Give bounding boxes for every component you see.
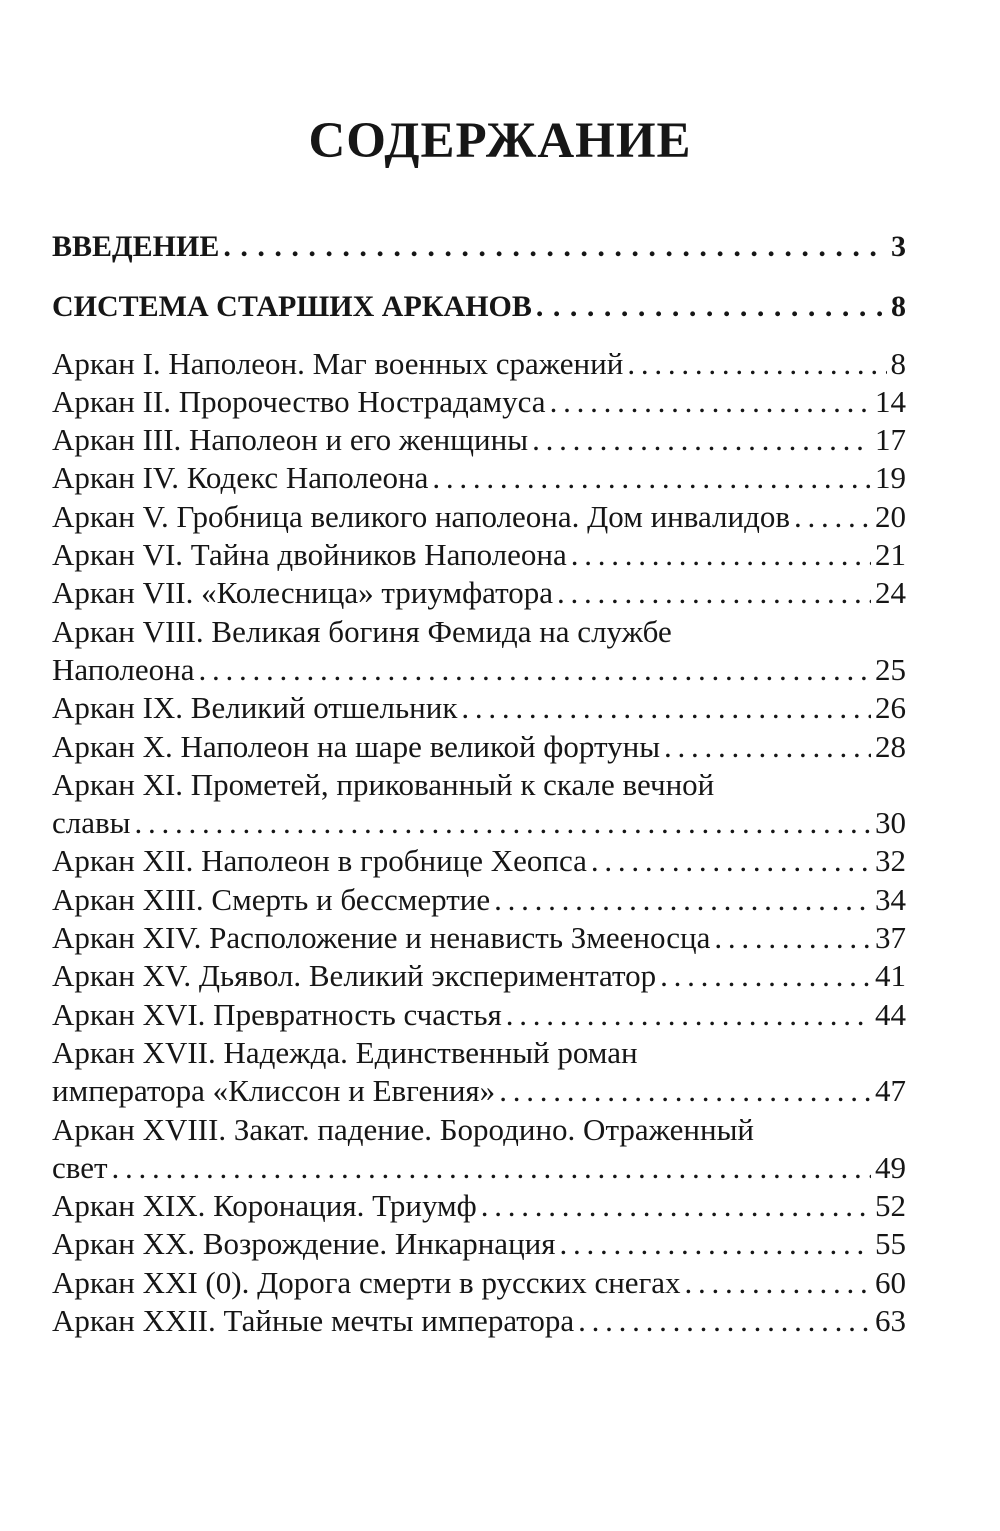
- toc-entry-title: Аркан XIII. Смерть и бессмертие: [52, 881, 491, 917]
- toc-page-number: 49: [875, 1149, 906, 1185]
- toc-page-number: 63: [875, 1303, 906, 1339]
- toc-entry: [52, 1187, 906, 1225]
- toc-page-number: 52: [875, 1188, 906, 1224]
- toc-page-number: 55: [875, 1226, 906, 1262]
- toc-page-number: 8: [890, 345, 906, 381]
- dot-leader: [560, 1225, 871, 1263]
- dot-leader: [660, 957, 871, 995]
- toc-entry-title: Аркан XXII. Тайные мечты императора: [52, 1303, 575, 1339]
- toc-entry-title: Аркан IV. Кодекс Наполеона: [52, 460, 429, 496]
- toc-entry-title: Аркан VII. «Колесница» триумфатора: [52, 575, 554, 611]
- toc-entry-title: Аркан V. Гробница великого наполеона. Дом инвалидов: [52, 498, 790, 534]
- toc-entry-title: Аркан XVII. Надежда. Единственный роман: [52, 1034, 638, 1070]
- toc-section-introduction: [52, 228, 906, 266]
- toc-entry: [52, 383, 906, 421]
- toc-page-number: 17: [875, 422, 906, 458]
- toc-page-number: 30: [875, 805, 906, 841]
- dot-leader: [685, 1264, 871, 1302]
- toc-entry-title-continuation: свет: [52, 1149, 108, 1185]
- dot-leader: [506, 996, 871, 1034]
- toc-page-number: 21: [875, 537, 906, 573]
- toc-entry-continuation: [52, 651, 906, 689]
- toc-entry: [52, 728, 906, 766]
- dot-leader: [536, 288, 887, 326]
- toc-entry: [52, 842, 906, 880]
- toc-entry-continuation: [52, 1072, 906, 1110]
- toc-entry-title-continuation: Наполеона: [52, 651, 195, 687]
- toc-entry: [52, 1264, 906, 1302]
- toc-page-number: 8: [891, 290, 906, 324]
- toc-entry: [52, 881, 906, 919]
- toc-entry-title: Аркан VI. Тайна двойников Наполеона: [52, 537, 567, 573]
- dot-leader: [134, 804, 871, 842]
- toc-section-title: СИСТЕМА СТАРШИХ АРКАНОВ: [52, 290, 532, 324]
- toc-page-number: 34: [875, 881, 906, 917]
- dot-leader: [578, 1302, 871, 1340]
- dot-leader: [794, 498, 871, 536]
- dot-leader: [499, 1072, 871, 1110]
- toc-entry-continuation: [52, 804, 906, 842]
- toc-page-number: 32: [875, 843, 906, 879]
- dot-leader: [532, 421, 871, 459]
- toc-entry: [52, 996, 906, 1034]
- toc-entry-line: [52, 1111, 906, 1149]
- dot-leader: [223, 228, 887, 266]
- toc-entry-line: [52, 1034, 906, 1072]
- toc-entry-title: Аркан VIII. Великая богиня Фемида на службе: [52, 613, 672, 649]
- table-of-contents: [52, 228, 906, 1340]
- toc-entry: [52, 536, 906, 574]
- dot-leader: [461, 689, 871, 727]
- toc-entry: [52, 1225, 906, 1263]
- toc-page-number: 26: [875, 690, 906, 726]
- toc-entry-title: Аркан XIV. Расположение и ненависть Змееносца: [52, 920, 711, 956]
- dot-leader: [664, 728, 871, 766]
- toc-page-number: 37: [875, 920, 906, 956]
- toc-page-number: 19: [875, 460, 906, 496]
- toc-entry-title: Аркан XI. Прометей, прикованный к скале вечной: [52, 766, 715, 802]
- toc-entry-title: Аркан I. Наполеон. Маг военных сражений: [52, 345, 624, 381]
- toc-page-number: 60: [875, 1264, 906, 1300]
- toc-entry-title: Аркан II. Пророчество Нострадамуса: [52, 383, 546, 419]
- toc-entry-title: Аркан XIX. Коронация. Триумф: [52, 1188, 477, 1224]
- dot-leader: [494, 881, 871, 919]
- dot-leader: [714, 919, 871, 957]
- dot-leader: [481, 1187, 871, 1225]
- toc-entry: [52, 421, 906, 459]
- toc-entry-title-continuation: императора «Клиссон и Евгения»: [52, 1073, 496, 1109]
- toc-page-number: 28: [875, 728, 906, 764]
- toc-page-number: 44: [875, 996, 906, 1032]
- dot-leader: [557, 574, 871, 612]
- toc-page-number: 41: [875, 958, 906, 994]
- page-title: СОДЕРЖАНИЕ: [308, 113, 692, 169]
- toc-entry-title: Аркан IX. Великий отшельник: [52, 690, 458, 726]
- dot-leader: [627, 345, 886, 383]
- dot-leader: [199, 651, 872, 689]
- toc-entry: [52, 1302, 906, 1340]
- toc-entry-title: Аркан XVIII. Закат. падение. Бородино. Отраженный: [52, 1111, 754, 1147]
- toc-entry-title: Аркан XVI. Превратность счастья: [52, 996, 502, 1032]
- toc-section-title: ВВЕДЕНИЕ: [52, 230, 220, 263]
- toc-entry: [52, 957, 906, 995]
- toc-entry: [52, 689, 906, 727]
- toc-entry-title: Аркан XX. Возрождение. Инкарнация: [52, 1226, 556, 1262]
- dot-leader: [571, 536, 871, 574]
- toc-entry-continuation: [52, 1149, 906, 1187]
- toc-entry-title: Аркан III. Наполеон и его женщины: [52, 422, 529, 458]
- toc-page-number: 3: [891, 230, 906, 263]
- toc-entry: [52, 498, 906, 536]
- dot-leader: [112, 1149, 871, 1187]
- toc-page-number: 14: [875, 383, 906, 419]
- toc-page-number: 20: [875, 498, 906, 534]
- toc-entry: [52, 919, 906, 957]
- dot-leader: [591, 842, 871, 880]
- toc-entry-title: Аркан X. Наполеон на шаре великой фортуны: [52, 728, 661, 764]
- toc-entry-title-continuation: славы: [52, 805, 131, 841]
- dot-leader: [432, 459, 871, 497]
- toc-entry-title: Аркан XXI (0). Дорога смерти в русских снегах: [52, 1264, 681, 1300]
- toc-entry-title: Аркан XV. Дьявол. Великий экспериментатор: [52, 958, 657, 994]
- toc-entry: [52, 459, 906, 497]
- toc-section-major-arcana: [52, 288, 906, 326]
- toc-entry: [52, 574, 906, 612]
- toc-entry-line: [52, 613, 906, 651]
- toc-entry-line: [52, 766, 906, 804]
- toc-entry: [52, 345, 906, 383]
- dot-leader: [550, 383, 871, 421]
- toc-page-number: 25: [875, 651, 906, 687]
- toc-entry-title: Аркан XII. Наполеон в гробнице Хеопса: [52, 843, 587, 879]
- toc-page-number: 24: [875, 575, 906, 611]
- toc-page-number: 47: [875, 1073, 906, 1109]
